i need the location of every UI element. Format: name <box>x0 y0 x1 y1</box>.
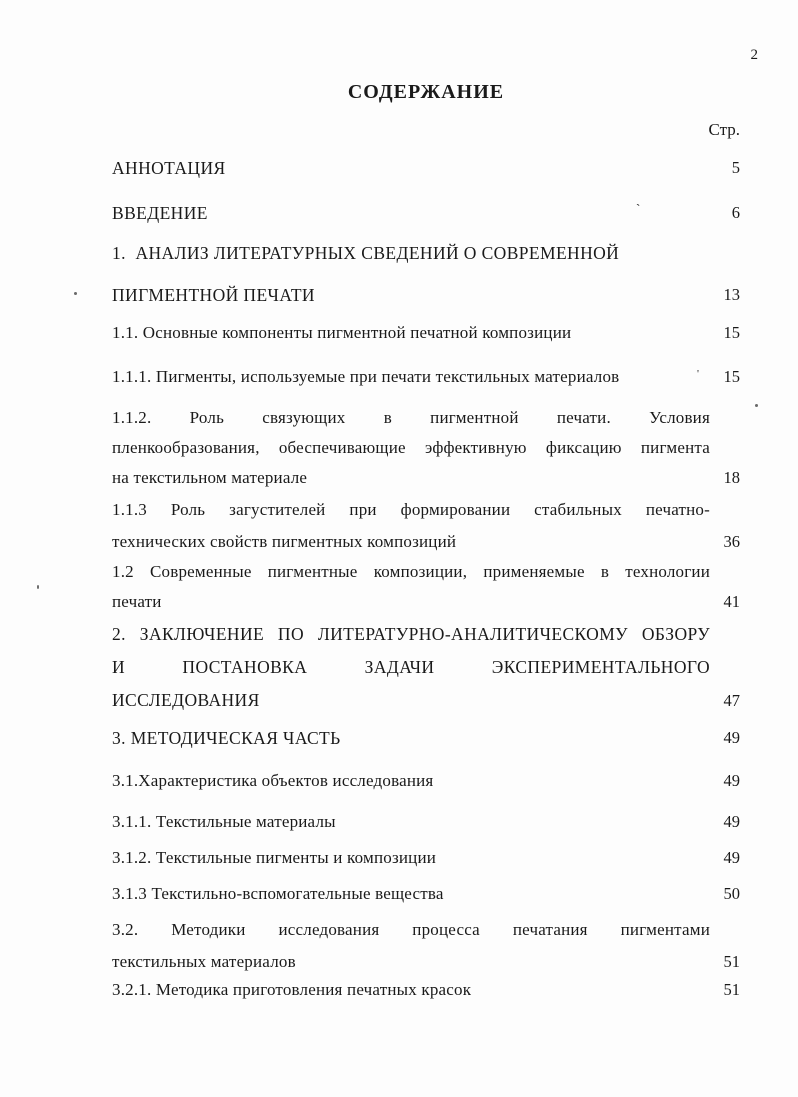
toc-entry-section-3-1-1 <box>112 807 740 837</box>
toc-page-number: 47 <box>723 691 740 710</box>
toc-entry-section-3-1-3 <box>112 879 740 909</box>
toc-line: ИССЛЕДОВАНИЯ <box>112 690 260 710</box>
toc-line: на текстильном материале <box>112 468 308 487</box>
toc-entry-annotation <box>112 153 740 183</box>
toc-page-number: 6 <box>731 203 740 222</box>
toc-line: 1.1.3 Роль загустителей при формировании стабильных печатно- <box>112 500 710 519</box>
toc-entry-chapter-1 <box>112 232 740 316</box>
toc-entry-text <box>112 879 710 909</box>
toc-line: 2. ЗАКЛЮЧЕНИЕ ПО ЛИТЕРАТУРНО-АНАЛИТИЧЕСКОМУ ОБЗОРУ <box>112 624 710 644</box>
toc-entry-text <box>112 975 710 1005</box>
toc-entry-chapter-2 <box>112 618 740 717</box>
toc-entry-chapter-3 <box>112 723 740 753</box>
toc-page-number: 5 <box>731 158 740 177</box>
toc-line: 3.2.1. Методика приготовления печатных красок <box>112 980 472 999</box>
toc-entry-text <box>112 494 710 558</box>
page-title: СОДЕРЖАНИЕ <box>347 81 505 103</box>
toc-line: 3.2. Методики исследования процесса печатания пигментами <box>112 920 710 939</box>
scan-artifact-dot <box>755 404 758 407</box>
toc-page-number: 41 <box>723 592 740 611</box>
scan-artifact-dot <box>37 585 39 589</box>
toc-page-number: 18 <box>723 468 740 487</box>
page-column-header: Стр. <box>708 120 740 139</box>
toc-entry-text <box>112 723 710 753</box>
toc-line: печати <box>112 592 162 611</box>
toc-line: 1.1. Основные компоненты пигментной печатной композиции <box>112 323 572 342</box>
toc-line: 3.1.1. Текстильные материалы <box>112 812 336 831</box>
toc-entry-section-1-1-3 <box>112 494 740 558</box>
toc-page-number: 13 <box>723 285 740 304</box>
toc-entry-text <box>112 318 710 348</box>
toc-entry-text <box>112 362 710 392</box>
page-number: 2 <box>750 47 758 63</box>
toc-entry-text <box>112 843 710 873</box>
toc-line: 1.1.2. Роль связующих в пигментной печати. Условия <box>112 408 710 427</box>
toc-entry-text <box>112 403 710 493</box>
toc-line: текстильных материалов <box>112 952 296 971</box>
toc-line: 1. АНАЛИЗ ЛИТЕРАТУРНЫХ СВЕДЕНИЙ О СОВРЕМЕННОЙ <box>112 243 620 263</box>
toc-entry-section-1-2 <box>112 557 740 617</box>
toc-entry-text <box>112 153 710 183</box>
toc-line: ВВЕДЕНИЕ <box>112 203 208 223</box>
toc-line: ПИГМЕНТНОЙ ПЕЧАТИ <box>112 285 315 305</box>
toc-line: 1.1.1. Пигменты, используемые при печати текстильных материалов <box>112 367 620 386</box>
toc-entry-text <box>112 618 710 717</box>
toc-entry-text <box>112 807 710 837</box>
toc-line: 3.1.Характеристика объектов исследования <box>112 771 434 790</box>
toc-entry-section-3-1-2 <box>112 843 740 873</box>
toc-line: И ПОСТАНОВКА ЗАДАЧИ ЭКСПЕРИМЕНТАЛЬНОГО <box>112 657 710 677</box>
scan-tick-mark: ' <box>697 368 699 380</box>
toc-page-number: 49 <box>723 728 740 747</box>
toc-entry-text <box>112 557 710 617</box>
toc-page-number: 15 <box>723 323 740 342</box>
toc-line: АННОТАЦИЯ <box>112 158 226 178</box>
toc-entry-introduction <box>112 198 740 228</box>
toc-line: 3.1.2. Текстильные пигменты и композиции <box>112 848 437 867</box>
toc-entry-text <box>112 914 710 978</box>
toc-entry-text <box>112 766 710 796</box>
toc-line: технических свойств пигментных композиций <box>112 532 457 551</box>
toc-page-number: 51 <box>723 952 740 971</box>
scan-artifact-dot <box>74 292 77 295</box>
scan-tick-mark: ` <box>636 201 641 216</box>
toc-entry-section-3-1 <box>112 766 740 796</box>
toc-page-number: 49 <box>723 771 740 790</box>
toc-line: 1.2 Современные пигментные композиции, применяемые в технологии <box>112 562 710 581</box>
toc-entry-text <box>112 232 710 316</box>
toc-line: пленкообразования, обеспечивающие эффективную фиксацию пигмента <box>112 438 710 457</box>
toc-line: 3. МЕТОДИЧЕСКАЯ ЧАСТЬ <box>112 728 341 748</box>
toc-page-number: 36 <box>723 532 740 551</box>
toc-entry-section-1-1 <box>112 318 740 348</box>
toc-entry-text <box>112 198 710 228</box>
toc-entry-section-3-2 <box>112 914 740 978</box>
toc-page-number: 49 <box>723 812 740 831</box>
toc-page-number: 51 <box>723 980 740 999</box>
toc-entry-section-1-1-2 <box>112 403 740 493</box>
toc-page-number: 49 <box>723 848 740 867</box>
toc-line: 3.1.3 Текстильно-вспомогательные вещества <box>112 884 444 903</box>
toc-entry-section-1-1-1 <box>112 362 740 392</box>
toc-entry-section-3-2-1 <box>112 975 740 1005</box>
toc-page-number: 50 <box>723 884 740 903</box>
toc-page-number: 15 <box>723 367 740 386</box>
